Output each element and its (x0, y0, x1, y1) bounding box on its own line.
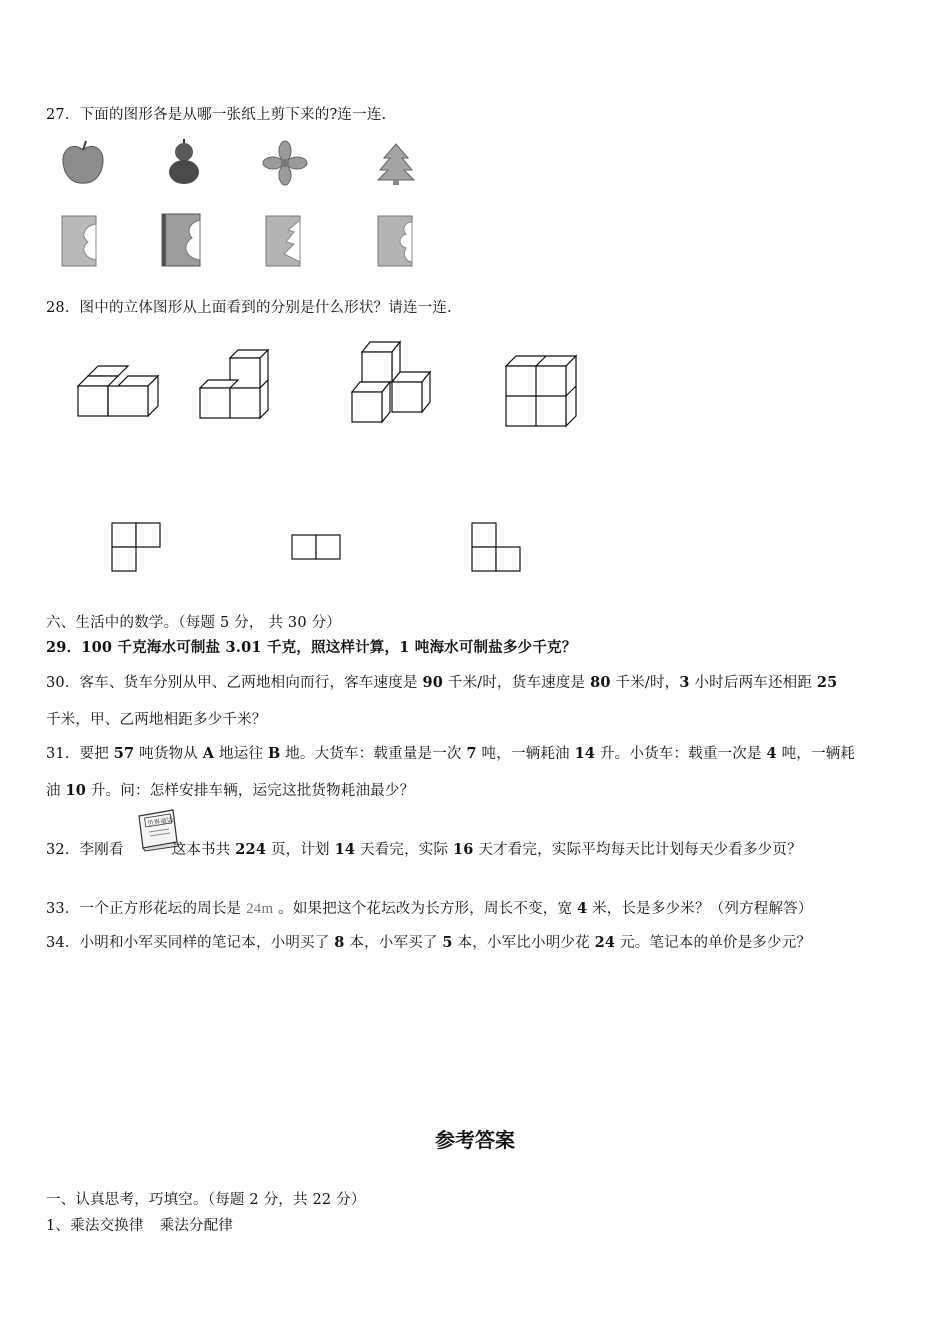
book-title-text: 世界童话 (146, 815, 174, 828)
question-29: 29．100 千克海水可制盐 3.01 千克，照这样计算，1 吨海水可制盐多少千克？ (46, 639, 577, 656)
question-31-line-1: 31．要把 57 吨货物从 A 地运往 B 地。大货车：载重量是一次 7 吨，一辆耗油 14 升。小货车：载重一次是 4 吨，一辆耗 (46, 745, 856, 762)
gourd-cutout-image (162, 138, 206, 188)
paper-apple-hole-image (60, 214, 100, 268)
question-32: 32．李刚看 这本书共 224 页，计划 14 天看完，实际 16 天才看完，实际平均每天比计划每天少看多少页？ (46, 841, 802, 858)
question-30-line-1: 30．客车、货车分别从甲、乙两地相向而行，客车速度是 90 千米/时，货车速度是 80 千米/时，3 小时后两车还相距 25 (46, 674, 838, 691)
solid-figure-1 (70, 360, 160, 420)
answer-item-1: 1、乘法交换律 乘法分配律 (46, 1218, 234, 1234)
solid-figure-4 (500, 352, 582, 432)
question-27: 27．下面的图形各是从哪一张纸上剪下来的?连一连. (46, 107, 387, 123)
tree-cutout-image (374, 142, 418, 186)
answers-section-1-heading: 一、认真思考，巧填空。（每题 2 分，共 22 分） (46, 1192, 366, 1208)
top-view-2 (290, 533, 344, 561)
top-view-3 (470, 520, 524, 574)
question-31-line-2: 油 10 升。问：怎样安排车辆，运完这批货物耗油最少？ (46, 782, 415, 799)
paper-tree-hole-image (264, 214, 304, 268)
solid-figure-3 (346, 338, 436, 424)
paper-gourd-hole-image (160, 212, 202, 268)
question-34: 34．小明和小军买同样的笔记本，小明买了 8 本，小军买了 5 本，小军比小明少花 24 元。笔记本的单价是多少元？ (46, 934, 812, 951)
answers-title: 参考答案 (435, 1128, 515, 1152)
top-view-1 (110, 520, 164, 574)
question-28: 28．图中的立体图形从上面看到的分别是什么形状？请连一连. (46, 300, 452, 316)
paper-flower-hole-image (376, 214, 416, 268)
perimeter-value: 24m (246, 901, 274, 917)
question-33: 33．一个正方形花坛的周长是 24m 。如果把这个花坛改为长方形，周长不变，宽 4 米，长是多少米？（列方程解答） (46, 900, 813, 917)
flower-cutout-image (262, 140, 308, 186)
question-30-line-2: 千米，甲、乙两地相距多少千米？ (46, 712, 267, 728)
solid-figure-2 (194, 346, 274, 424)
apple-cutout-image (58, 138, 108, 188)
section-6-heading: 六、生活中的数学。（每题 5 分， 共 30 分） (46, 615, 341, 631)
